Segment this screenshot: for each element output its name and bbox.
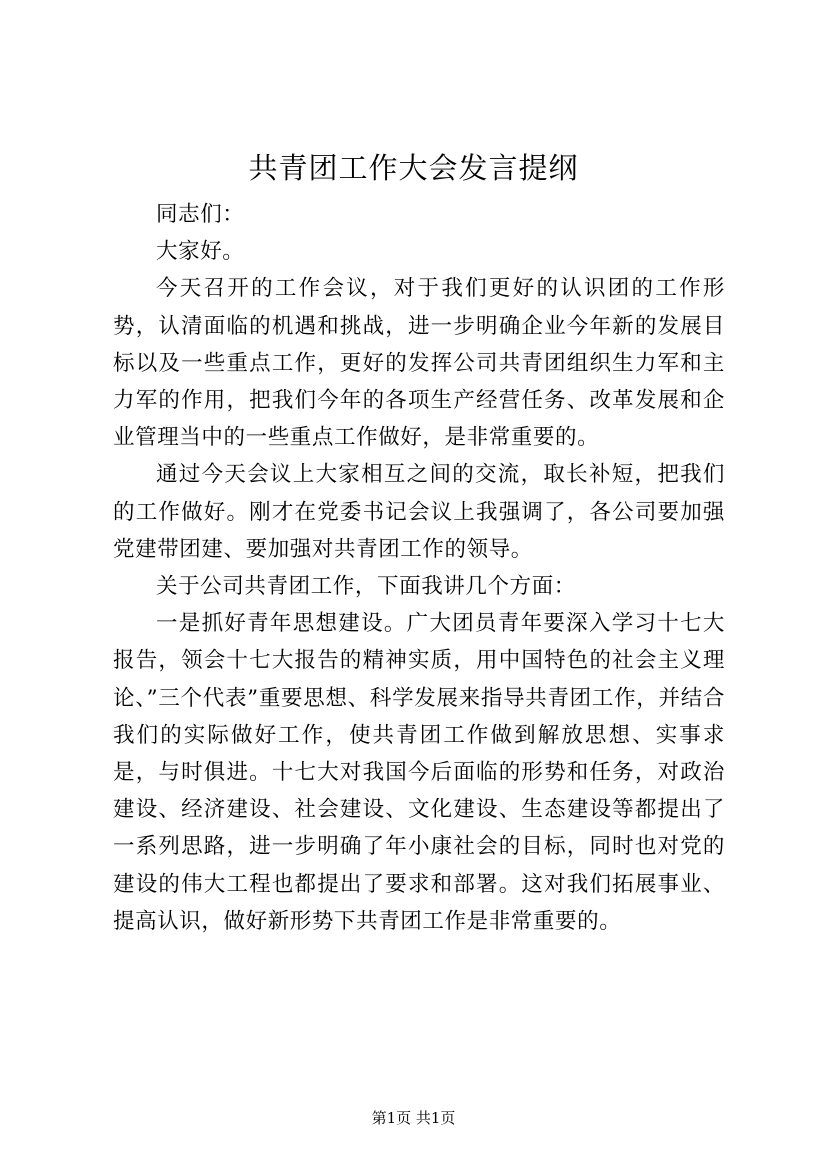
paragraph-topics: 关于公司共青团工作，下面我讲几个方面： bbox=[156, 574, 576, 600]
document-title: 共青团工作大会发言提纲 bbox=[248, 151, 579, 185]
paragraph-exchange: 通过今天会议上大家相互之间的交流，取长补短，把我们的工作做好。刚才在党委书记会议上我强调了，各公司要加强党建带团建、要加强对共青团工作的领导。 bbox=[113, 462, 725, 562]
paragraph-greeting: 大家好。 bbox=[156, 239, 245, 265]
paragraph-salutation: 同志们： bbox=[156, 202, 245, 227]
document-body bbox=[113, 196, 725, 940]
paragraph-intro: 今天召开的工作会议，对于我们更好的认识团的工作形势，认清面临的机遇和挑战，进一步明确企业今年新的发展目标以及一些重点工作，更好的发挥公司共青团组织生力军和主力军的作用，把我们今年的各项生产经营任务、改革发展和企业管理当中的一些重点工作做好，是非常重要的。 bbox=[113, 276, 725, 451]
page-footer: 第1页 共1页 bbox=[371, 1109, 456, 1127]
paragraph-point-one: 一是抓好青年思想建设。广大团员青年要深入学习十七大报告，领会十七大报告的精神实质，用中国特色的社会主义理论、”三个代表”重要思想、科学发展来指导共青团工作，并结合我们的实际做好工作，使共青团工作做到解放思想、实事求是，与时俱进。十七大对我国今后面临的形势和任务，对政治建设、经济建设、社会建设、文化建设、生态建设等都提出了一系列思路，进一步明确了年小康社会的目标，同时也对党的建设的伟大工程也都提出了要求和部署。这对我们拓展事业、提高认识，做好新形势下共青团工作是非常重要的。 bbox=[113, 611, 725, 934]
